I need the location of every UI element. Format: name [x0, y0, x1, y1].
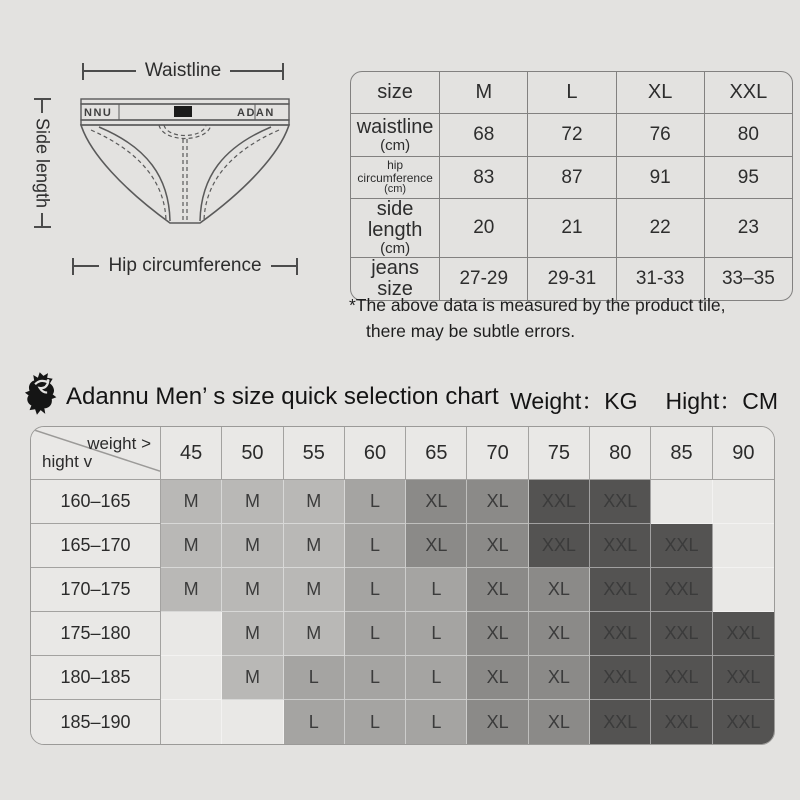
matrix-size-cell: L: [345, 656, 406, 700]
briefs-sketch-icon: [79, 97, 291, 227]
waistband-brand-left: NNU: [84, 107, 113, 119]
matrix-size-cell: XXL: [590, 568, 651, 612]
matrix-empty-cell: [713, 524, 774, 568]
footnote: [349, 292, 799, 345]
matrix-corner-cell: [31, 427, 161, 480]
side-length-measure: [26, 98, 58, 228]
matrix-size-cell: XXL: [651, 612, 712, 656]
chart-title: Adannu Men’ s size quick selection chart: [66, 383, 499, 410]
measure-line: [41, 213, 43, 226]
matrix-size-cell: XXL: [651, 656, 712, 700]
matrix-height-label: 170–175: [31, 568, 161, 612]
matrix-weight-header: 80: [590, 427, 651, 480]
hip-measure: [72, 255, 298, 277]
size-table-size-header: L: [527, 72, 615, 113]
matrix-empty-cell: [161, 700, 222, 744]
matrix-weight-header: 70: [467, 427, 528, 480]
matrix-weight-header: 75: [529, 427, 590, 480]
matrix-size-cell: XL: [529, 612, 590, 656]
size-table-size-header: M: [439, 72, 527, 113]
size-table-row-label: jeans size: [351, 257, 439, 300]
weight-unit-label: Weight：KG: [510, 388, 638, 414]
waistband-logo-box: [174, 106, 192, 117]
footnote-line-1: *The above data is measured by the product tile,: [349, 295, 726, 315]
size-table: [350, 71, 793, 301]
matrix-size-cell: M: [222, 480, 283, 524]
matrix-size-cell: XL: [467, 568, 528, 612]
measure-line: [41, 100, 43, 113]
size-table-value: 21: [527, 198, 615, 257]
matrix-row: [31, 656, 774, 700]
matrix-size-cell: XXL: [713, 700, 774, 744]
briefs-line-drawing: [79, 97, 291, 227]
measure-line: [230, 70, 282, 72]
matrix-size-cell: M: [284, 568, 345, 612]
matrix-size-cell: XL: [467, 700, 528, 744]
size-table-value: 33–35: [704, 257, 792, 300]
size-table-body: [351, 72, 792, 300]
matrix-size-cell: XL: [529, 568, 590, 612]
matrix-size-cell: XXL: [590, 480, 651, 524]
matrix-size-cell: XL: [406, 524, 467, 568]
matrix-size-cell: L: [406, 656, 467, 700]
matrix-size-cell: XXL: [713, 656, 774, 700]
matrix-size-cell: L: [406, 700, 467, 744]
matrix-size-cell: L: [345, 568, 406, 612]
matrix-weight-header: 65: [406, 427, 467, 480]
size-table-value: 80: [704, 113, 792, 156]
matrix-row: [31, 524, 774, 568]
size-table-row-label: waistline (cm): [351, 113, 439, 156]
matrix-size-cell: L: [406, 612, 467, 656]
matrix-size-cell: XXL: [529, 524, 590, 568]
size-table-row: [351, 113, 792, 156]
matrix-size-cell: XXL: [713, 612, 774, 656]
size-table-value: 72: [527, 113, 615, 156]
size-table-value: 29-31: [527, 257, 615, 300]
size-table-row: [351, 198, 792, 257]
matrix-size-cell: XL: [467, 524, 528, 568]
matrix-size-cell: M: [284, 524, 345, 568]
size-table-corner: size: [377, 81, 413, 103]
matrix-size-cell: XXL: [590, 524, 651, 568]
size-table-value: 20: [439, 198, 527, 257]
hip-label: Hip circumference: [108, 255, 262, 276]
matrix-height-label: 175–180: [31, 612, 161, 656]
matrix-row: [31, 480, 774, 524]
size-table-value: 91: [616, 156, 704, 198]
waistband-brand-right: ADAN: [237, 107, 275, 119]
matrix-size-cell: XXL: [651, 568, 712, 612]
matrix-height-label: 160–165: [31, 480, 161, 524]
matrix-size-cell: M: [222, 612, 283, 656]
units-labels: [510, 383, 778, 416]
matrix-empty-cell: [713, 568, 774, 612]
measure-line: [84, 70, 136, 72]
matrix-weight-header: 60: [345, 427, 406, 480]
matrix-size-cell: XXL: [590, 656, 651, 700]
matrix-size-cell: M: [222, 524, 283, 568]
matrix-size-cell: L: [284, 700, 345, 744]
size-table-row: [351, 156, 792, 198]
size-table-value: 31-33: [616, 257, 704, 300]
matrix-header-row: [31, 427, 774, 480]
measure-line: [74, 265, 99, 267]
waistline-label: Waistline: [144, 60, 222, 81]
corner-height-label: hight v: [42, 452, 93, 471]
matrix-size-cell: XL: [467, 656, 528, 700]
size-selection-matrix: [30, 426, 775, 745]
size-table-value: 83: [439, 156, 527, 198]
matrix-size-cell: L: [345, 480, 406, 524]
matrix-size-cell: XL: [467, 612, 528, 656]
matrix-size-cell: XXL: [590, 612, 651, 656]
matrix-row: [31, 568, 774, 612]
matrix-body: [31, 427, 774, 744]
matrix-size-cell: L: [406, 568, 467, 612]
size-table-value: 76: [616, 113, 704, 156]
matrix-size-cell: M: [284, 612, 345, 656]
size-table-size-header: XXL: [704, 72, 792, 113]
corner-weight-label: weight >: [87, 434, 151, 453]
matrix-empty-cell: [161, 612, 222, 656]
measure-line: [271, 265, 296, 267]
matrix-size-cell: L: [284, 656, 345, 700]
footnote-line-2: there may be subtle errors.: [366, 321, 576, 342]
matrix-weight-header: 55: [284, 427, 345, 480]
matrix-weight-header: 90: [713, 427, 774, 480]
side-length-label: Side length: [32, 117, 53, 209]
size-table-header-row: [351, 72, 792, 113]
matrix-size-cell: L: [345, 524, 406, 568]
size-table-value: 27-29: [439, 257, 527, 300]
matrix-size-cell: M: [222, 656, 283, 700]
matrix-empty-cell: [713, 480, 774, 524]
matrix-size-cell: XL: [529, 656, 590, 700]
matrix-empty-cell: [651, 480, 712, 524]
measure-tick: [296, 258, 298, 275]
matrix-size-cell: XL: [467, 480, 528, 524]
matrix-height-label: 180–185: [31, 656, 161, 700]
measure-tick: [34, 226, 51, 228]
matrix-row: [31, 612, 774, 656]
matrix-size-cell: XL: [529, 700, 590, 744]
matrix-size-cell: M: [161, 524, 222, 568]
matrix-row: [31, 700, 774, 744]
matrix-empty-cell: [222, 700, 283, 744]
matrix-size-cell: M: [284, 480, 345, 524]
size-table-value: 95: [704, 156, 792, 198]
matrix-weight-header: 85: [651, 427, 712, 480]
matrix-size-cell: L: [345, 700, 406, 744]
matrix-size-cell: XXL: [651, 524, 712, 568]
matrix-size-cell: XL: [406, 480, 467, 524]
size-table-value: 87: [527, 156, 615, 198]
matrix-size-cell: M: [222, 568, 283, 612]
matrix-height-label: 185–190: [31, 700, 161, 744]
matrix-size-cell: XXL: [529, 480, 590, 524]
matrix-weight-header: 45: [161, 427, 222, 480]
matrix-size-cell: L: [345, 612, 406, 656]
size-table-value: 22: [616, 198, 704, 257]
matrix-weight-header: 50: [222, 427, 283, 480]
size-table-size-header: XL: [616, 72, 704, 113]
size-table-row-label: hip circumference (cm): [351, 156, 439, 198]
matrix-height-label: 165–170: [31, 524, 161, 568]
size-table-value: 68: [439, 113, 527, 156]
matrix-empty-cell: [161, 656, 222, 700]
height-unit-label: Hight：CM: [665, 388, 778, 414]
waistline-measure: [82, 60, 284, 82]
matrix-size-cell: M: [161, 568, 222, 612]
matrix-size-cell: XXL: [590, 700, 651, 744]
measure-tick: [282, 63, 284, 80]
matrix-size-cell: XXL: [651, 700, 712, 744]
size-table-row-label: side length (cm): [351, 198, 439, 257]
adannu-mascot-icon: [24, 370, 61, 417]
size-table-value: 23: [704, 198, 792, 257]
matrix-size-cell: M: [161, 480, 222, 524]
